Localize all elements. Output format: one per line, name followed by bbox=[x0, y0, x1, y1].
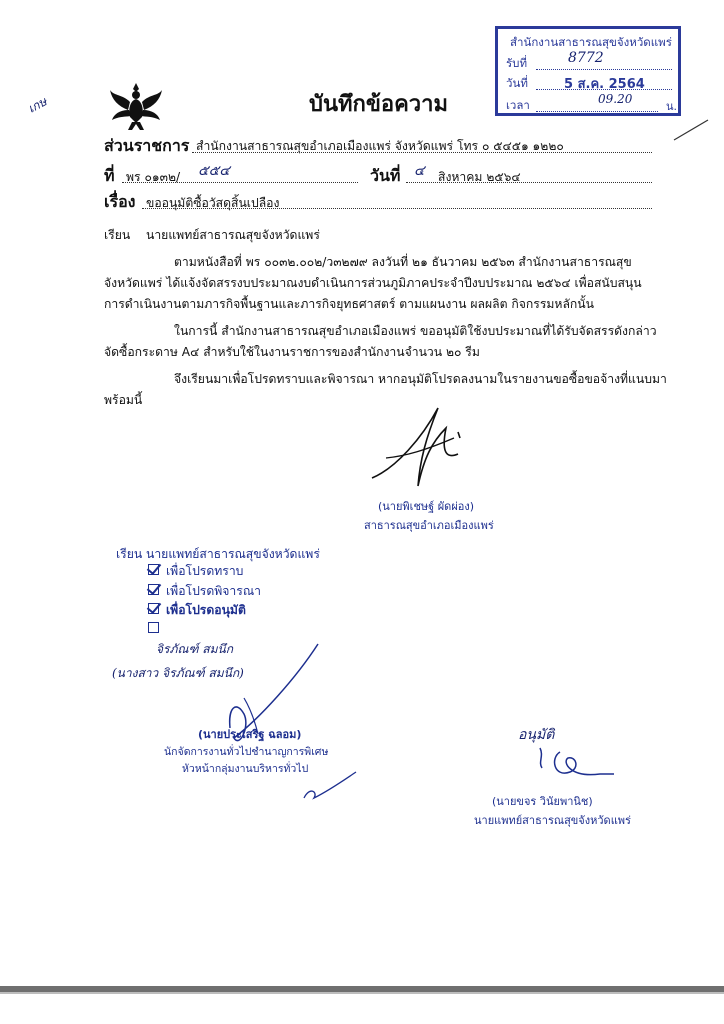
stamp-received-label: รับที่ bbox=[506, 56, 528, 70]
signer1-name: (นายพิเชษฐ์ ผัดผ่อง) bbox=[378, 500, 475, 513]
para2-line2: จัดซื้อกระดาษ A๔ สำหรับใช้ในงานราชการของสำนักงานจำนวน ๒๐ รีม bbox=[104, 345, 480, 359]
stamp-time-suffix: น. bbox=[666, 100, 678, 113]
page-title: บันทึกข้อความ bbox=[309, 92, 449, 117]
para1-line2: จังหวัดแพร่ ได้แจ้งจัดสรรงบประมาณงบดำเนินการส่วนภูมิภาคประจำปีงบประมาณ ๒๕๖๔ เพื่อสนับสนุน bbox=[104, 276, 642, 290]
para3-line2: พร้อมนี้ bbox=[104, 393, 143, 407]
scan-edge-shadow bbox=[0, 992, 724, 994]
checkbox-acknowledge[interactable] bbox=[148, 564, 159, 575]
doc-no-label: ที่ bbox=[104, 166, 115, 185]
date-value: สิงหาคม ๒๕๖๔ bbox=[438, 170, 521, 184]
doc-no-value: พร ๐๑๓๒/ bbox=[126, 170, 181, 184]
subject-label: เรื่อง bbox=[104, 192, 136, 211]
salutation-value: นายแพทย์สาธารณสุขจังหวัดแพร่ bbox=[146, 228, 320, 242]
para1-line1: ตามหนังสือที่ พร ๐๐๓๒.๐๐๒/ว๓๒๗๙ ลงวันที่ ๒๑ ธันวาคม ๒๕๖๓ สำนักงานสาธารณสุข bbox=[174, 255, 632, 269]
date-day-handwritten: ๔ bbox=[414, 163, 425, 179]
pen-flourish bbox=[300, 768, 360, 804]
signature-1 bbox=[366, 398, 476, 494]
signer1-position: สาธารณสุขอำเภอเมืองแพร่ bbox=[364, 519, 494, 532]
stamp-time-value: 09.20 bbox=[598, 92, 633, 106]
review-salutation-value: นายแพทย์สาธารณสุขจังหวัดแพร่ bbox=[146, 547, 320, 561]
agency-label: ส่วนราชการ bbox=[104, 136, 190, 155]
checkbox-approve[interactable] bbox=[148, 603, 159, 614]
option-approve-label: เพื่อโปรดอนุมัติ bbox=[166, 603, 246, 617]
receipt-stamp bbox=[495, 26, 681, 116]
stamp-org: สำนักงานสาธารณสุขจังหวัดแพร่ bbox=[510, 35, 672, 49]
signature-3 bbox=[530, 738, 620, 784]
signer3-name: (นายขจร วินัยพานิช) bbox=[492, 795, 593, 808]
review-salutation-label: เรียน bbox=[116, 547, 143, 561]
margin-note: เกษ bbox=[25, 94, 50, 116]
stamp-date-label: วันที่ bbox=[506, 76, 528, 90]
handwritten-name-2: (นางสาว จิรภัณฑ์ สมนึก) bbox=[112, 666, 244, 680]
para2-line1: ในการนี้ สำนักงานสาธารณสุขอำเภอเมืองแพร่ ขออนุมัติใช้งบประมาณที่ได้รับจัดสรรดังกล่าว bbox=[174, 324, 657, 338]
option-consider-label: เพื่อโปรดพิจารณา bbox=[166, 584, 261, 598]
para1-line3: การดำเนินงานตามภารกิจพื้นฐานและภารกิจยุทธศาสตร์ ตามแผนงาน ผลผลิต กิจกรรมหลักนั้น bbox=[104, 297, 594, 311]
date-label: วันที่ bbox=[370, 166, 401, 185]
garuda-emblem-icon bbox=[108, 80, 164, 132]
signer2-name: (นายประเสริฐ ฉลอม) bbox=[198, 728, 302, 741]
checkbox-other[interactable] bbox=[148, 622, 159, 633]
agency-value: สำนักงานสาธารณสุขอำเภอเมืองแพร่ จังหวัดแพร่ โทร ๐ ๕๔๕๑ ๑๒๒๐ bbox=[196, 139, 564, 153]
stamp-time-label: เวลา bbox=[506, 98, 530, 112]
pen-mark bbox=[672, 116, 712, 144]
signer2-position1: นักจัดการงานทั่วไปชำนาญการพิเศษ bbox=[164, 746, 329, 758]
stamp-date-value: 5 ส.ค. 2564 bbox=[564, 77, 645, 92]
para3-line1: จึงเรียนมาเพื่อโปรดทราบและพิจารณา หากอนุมัติโปรดลงนามในรายงานขอซื้อขอจ้างที่แนบมา bbox=[174, 372, 667, 386]
salutation-label: เรียน bbox=[104, 228, 131, 242]
doc-no-handwritten: ๕๕๔ bbox=[198, 163, 230, 179]
approval-handwritten: อนุมัติ bbox=[518, 727, 555, 743]
stamp-received-no: 8772 bbox=[568, 50, 604, 66]
signer2-position2: หัวหน้ากลุ่มงานบริหารทั่วไป bbox=[182, 763, 309, 775]
option-acknowledge-label: เพื่อโปรดทราบ bbox=[166, 564, 244, 578]
checkbox-consider[interactable] bbox=[148, 584, 159, 595]
subject-value: ขออนุมัติซื้อวัสดุสิ้นเปลือง bbox=[146, 196, 280, 210]
signer3-position: นายแพทย์สาธารณสุขจังหวัดแพร่ bbox=[474, 814, 631, 827]
handwritten-name-1: จิรภัณฑ์ สมนึก bbox=[156, 642, 233, 656]
